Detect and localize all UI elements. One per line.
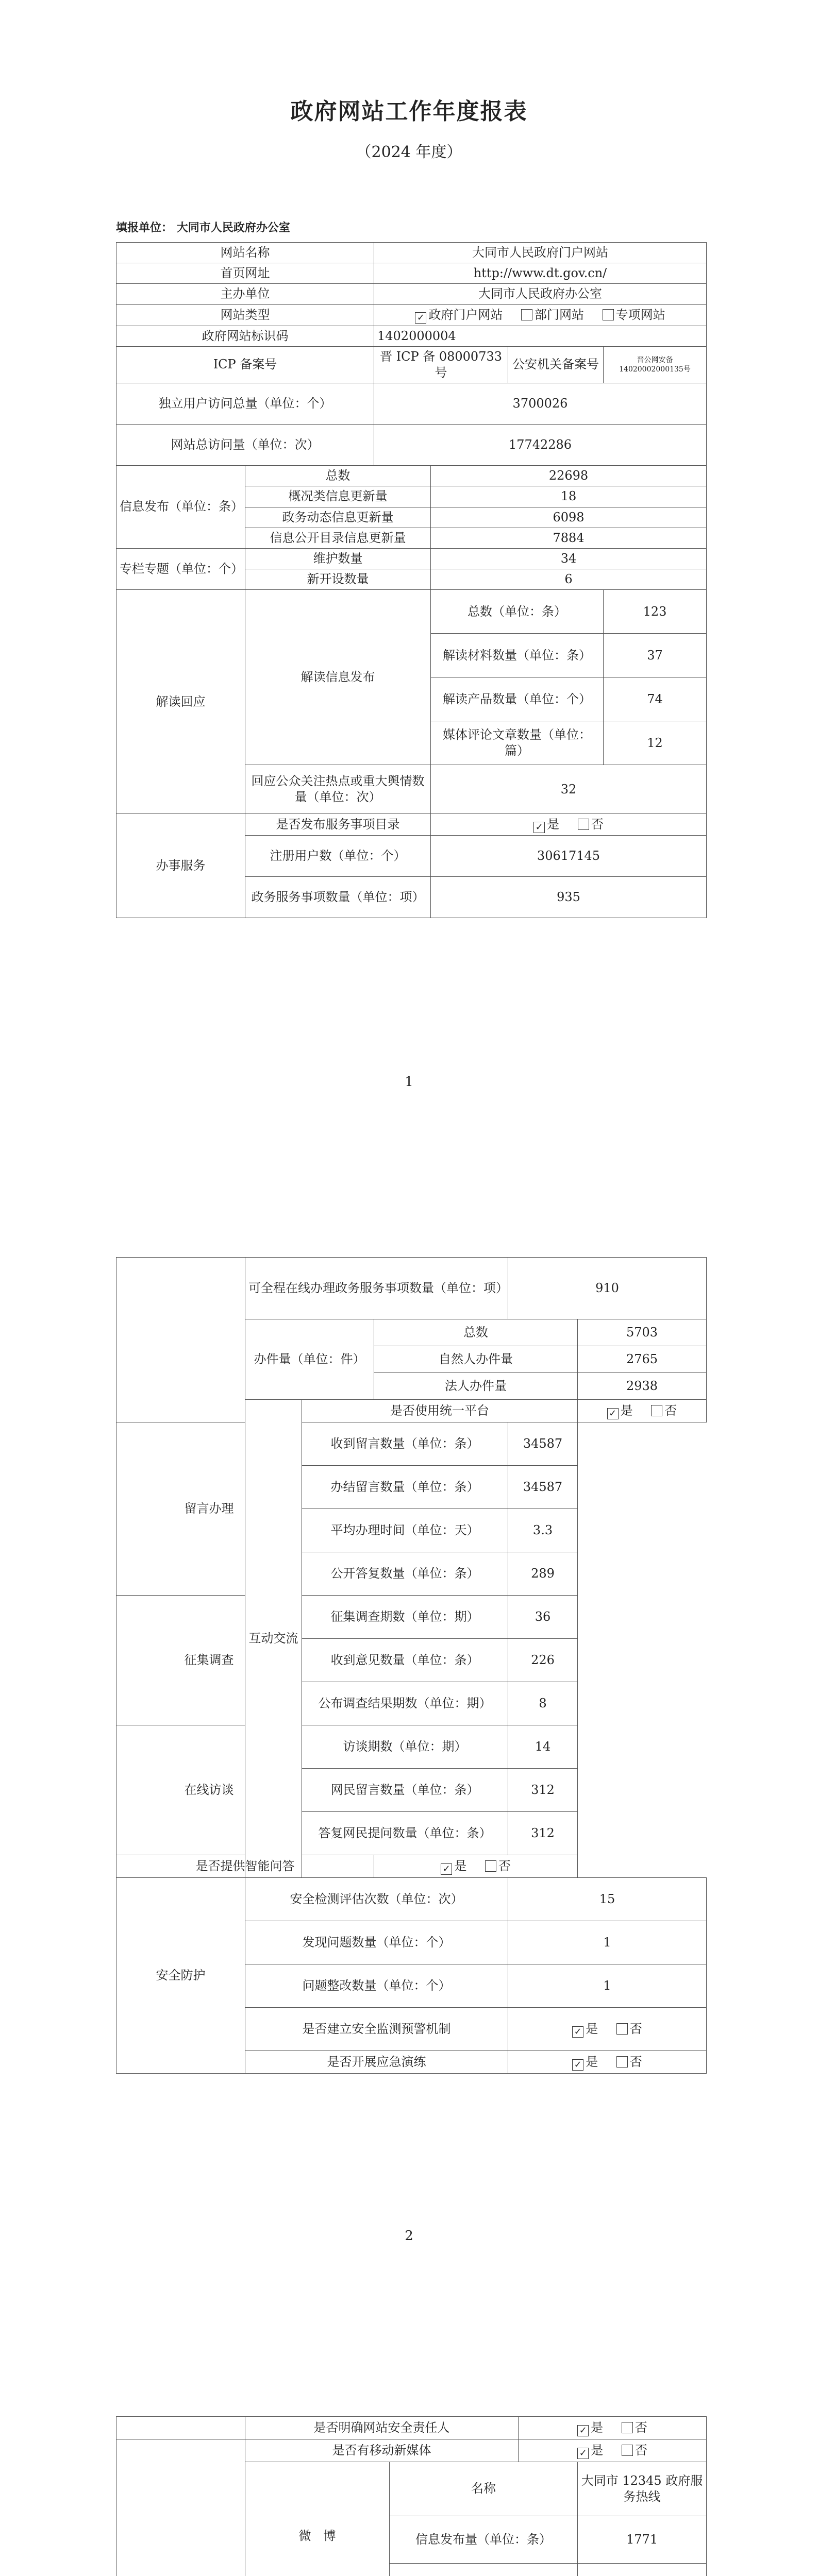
type-option-portal[interactable]: ✓ 政府门户网站: [415, 307, 503, 324]
report-table-page1: [116, 242, 707, 918]
service-online-label: 可全程在线办理政务服务事项数量（单位：项）: [245, 1258, 508, 1319]
unchecked-box-icon: [485, 1860, 496, 1872]
yes-option[interactable]: ✓ 是: [607, 1403, 633, 1419]
page-number-2: 2: [405, 2228, 413, 2244]
interpret-product-label: 解读产品数量（单位：个）: [431, 677, 604, 721]
media-label: [116, 2439, 245, 2576]
security-drill-label: 是否开展应急演练: [245, 2051, 508, 2074]
avg-time-label: 平均办理时间（单位：天）: [302, 1509, 508, 1552]
received-label: 收到留言数量（单位：条）: [302, 1422, 508, 1466]
volume-person: 2765: [578, 1346, 707, 1373]
filler-label: 填报单位：: [116, 221, 173, 234]
filler-value: 大同市人民政府办公室: [176, 221, 290, 234]
uv-label: 独立用户访问总量（单位：个）: [116, 383, 374, 425]
volume-total: 5703: [578, 1319, 707, 1346]
site-name: 大同市人民政府门户网站: [374, 243, 707, 263]
sponsor-label: 主办单位: [116, 284, 374, 304]
unchecked-box-icon: [603, 309, 614, 320]
weibo-follow: [578, 2564, 707, 2576]
security-owner-choice: [519, 2417, 707, 2439]
site-type-label: 网站类型: [116, 304, 374, 326]
site-code: 1402000004: [374, 326, 707, 346]
type-option-special[interactable]: 专项网站: [603, 307, 665, 323]
service-items-label: 政务服务事项数量（单位：项）: [245, 877, 431, 918]
no-option[interactable]: 否: [616, 2054, 642, 2070]
interpret-publish-label: 解读信息发布: [245, 590, 431, 765]
smart-qa-choice: [374, 1855, 578, 1878]
public-reply: 289: [508, 1552, 578, 1596]
column-maintain: 34: [431, 548, 707, 569]
interpret-media-label: 媒体评论文章数量（单位：篇）: [431, 721, 604, 765]
security-monitor-choice: [508, 2008, 707, 2051]
report-table-page2: [116, 1257, 707, 2074]
yes-option[interactable]: ✓ 是: [577, 2420, 603, 2436]
yes-option[interactable]: ✓ 是: [441, 1858, 466, 1875]
security-fixed: 1: [508, 1964, 707, 2008]
weibo-follow-label: [390, 2564, 578, 2576]
homepage-label: 首页网址: [116, 263, 374, 284]
interview-count: 14: [508, 1725, 578, 1769]
yes-option[interactable]: ✓ 是: [533, 817, 559, 833]
interaction-label: 互动交流: [245, 1400, 302, 1878]
report-title: 政府网站工作年度报表: [290, 98, 528, 125]
checked-box-icon: ✓: [572, 2059, 583, 2071]
interpret-material: 37: [604, 634, 707, 677]
icp-label: ICP 备案号: [116, 346, 374, 383]
results: 8: [508, 1682, 578, 1725]
opinions-label: 收到意见数量（单位：条）: [302, 1639, 508, 1682]
homepage: http://www.dt.gov.cn/: [374, 263, 707, 284]
media-has-choice: [519, 2439, 707, 2462]
checked-box-icon: ✓: [607, 1408, 619, 1419]
site-type-options: [374, 304, 707, 326]
interpret-product: 74: [604, 677, 707, 721]
answer: 312: [508, 1812, 578, 1855]
unchecked-box-icon: [651, 1405, 662, 1416]
info-total-label: 总数: [245, 466, 431, 486]
weibo-label: 微 博: [245, 2462, 390, 2576]
answer-label: 答复网民提问数量（单位：条）: [302, 1812, 508, 1855]
survey-label: 征集调查: [116, 1596, 302, 1725]
opinions: 226: [508, 1639, 578, 1682]
service-users: 30617145: [431, 836, 707, 877]
info-open-label: 信息公开目录信息更新量: [245, 528, 431, 548]
report-subtitle: （2024 年度）: [356, 143, 462, 161]
unified-platform-label: 是否使用统一平台: [302, 1400, 578, 1422]
weibo-name: 大同市 12345 政府服务热线: [578, 2462, 707, 2516]
police-label: 公安机关备案号: [508, 346, 604, 383]
security-check: 15: [508, 1878, 707, 1921]
column-new-label: 新开设数量: [245, 569, 431, 590]
weibo-pub-label: 信息发布量（单位：条）: [390, 2516, 578, 2564]
security-monitor-label: 是否建立安全监测预警机制: [245, 2008, 508, 2051]
unchecked-box-icon: [622, 2445, 633, 2456]
info-total: 22698: [431, 466, 707, 486]
column-new: 6: [431, 569, 707, 590]
info-overview: 18: [431, 486, 707, 507]
report-table-page3: [116, 2416, 707, 2576]
site-name-label: 网站名称: [116, 243, 374, 263]
checked-box-icon: ✓: [415, 312, 426, 324]
info-dynamic: 6098: [431, 507, 707, 528]
weibo-pub: 1771: [578, 2516, 707, 2564]
security-fixed-label: 问题整改数量（单位：个）: [245, 1964, 508, 2008]
service-directory-label: 是否发布服务事项目录: [245, 814, 431, 836]
type-option-department[interactable]: 部门网站: [521, 307, 584, 323]
icp-number: 晋 ICP 备 08000733 号: [374, 346, 508, 383]
smart-qa-label: 是否提供智能问答: [116, 1855, 374, 1878]
netizen-label: 网民留言数量（单位：条）: [302, 1769, 508, 1812]
security-found: 1: [508, 1921, 707, 1964]
volume-legal: 2938: [578, 1373, 707, 1400]
yes-option[interactable]: ✓ 是: [572, 2021, 598, 2038]
column-label: 专栏专题（单位：个）: [116, 548, 245, 589]
police-number: 晋公网安备14020002000135号: [604, 346, 707, 383]
security-owner-label: 是否明确网站安全责任人: [245, 2417, 519, 2439]
media-has-label: 是否有移动新媒体: [245, 2439, 519, 2462]
interpret-response: 32: [431, 765, 707, 814]
handled: 34587: [508, 1466, 578, 1509]
volume-person-label: 自然人办件量: [374, 1346, 578, 1373]
checked-box-icon: ✓: [577, 2448, 589, 2459]
interview-count-label: 访谈期数（单位：期）: [302, 1725, 508, 1769]
service-cont-label: [116, 1258, 245, 1422]
yes-option[interactable]: ✓ 是: [572, 2054, 598, 2071]
checked-box-icon: ✓: [577, 2425, 589, 2436]
service-volume-label: 办件量（单位：件）: [245, 1319, 374, 1400]
checked-box-icon: ✓: [572, 2026, 583, 2038]
volume-total-label: 总数: [374, 1319, 578, 1346]
weibo-name-label: 名称: [390, 2462, 578, 2516]
info-dynamic-label: 政务动态信息更新量: [245, 507, 431, 528]
service-online: 910: [508, 1258, 707, 1319]
handled-label: 办结留言数量（单位：条）: [302, 1466, 508, 1509]
uv-value: 3700026: [374, 383, 707, 425]
interview-label: 在线访谈: [116, 1725, 302, 1855]
checked-box-icon: ✓: [533, 822, 545, 833]
interpret-label: 解读回应: [116, 590, 245, 814]
unchecked-box-icon: [521, 309, 532, 320]
survey-count: 36: [508, 1596, 578, 1639]
volume-legal-label: 法人办件量: [374, 1373, 578, 1400]
sponsor: 大同市人民政府办公室: [374, 284, 707, 304]
pv-label: 网站总访问量（单位：次）: [116, 425, 374, 466]
results-label: 公布调查结果期数（单位：期）: [302, 1682, 508, 1725]
interpret-response-label: 回应公众关注热点或重大舆情数量（单位：次）: [245, 765, 431, 814]
security-cont-label: [116, 2417, 245, 2439]
no-option[interactable]: 否: [651, 1403, 677, 1419]
no-option[interactable]: 否: [578, 817, 604, 833]
info-overview-label: 概况类信息更新量: [245, 486, 431, 507]
checked-box-icon: ✓: [441, 1863, 452, 1875]
security-drill-choice: [508, 2051, 707, 2074]
site-code-label: 政府网站标识码: [116, 326, 374, 346]
page-number-1: 1: [405, 1074, 413, 1090]
info-publish-label: 信息发布（单位：条）: [116, 466, 245, 549]
column-maintain-label: 维护数量: [245, 548, 431, 569]
interpret-media: 12: [604, 721, 707, 765]
interpret-total-label: 总数（单位：条）: [431, 590, 604, 634]
no-option[interactable]: 否: [616, 2021, 642, 2037]
service-directory-choice: [431, 814, 707, 836]
unified-platform-choice: [578, 1400, 707, 1422]
security-found-label: 发现问题数量（单位：个）: [245, 1921, 508, 1964]
info-open: 7884: [431, 528, 707, 548]
message-handling-label: 留言办理: [116, 1422, 302, 1596]
service-users-label: 注册用户数（单位：个）: [245, 836, 431, 877]
survey-count-label: 征集调查期数（单位：期）: [302, 1596, 508, 1639]
security-check-label: 安全检测评估次数（单位：次）: [245, 1878, 508, 1921]
interpret-total: 123: [604, 590, 707, 634]
public-reply-label: 公开答复数量（单位：条）: [302, 1552, 508, 1596]
no-option[interactable]: 否: [622, 2420, 647, 2436]
no-option[interactable]: 否: [622, 2443, 647, 2459]
filler-unit: [116, 219, 290, 235]
unchecked-box-icon: [616, 2056, 628, 2067]
service-items: 935: [431, 877, 707, 918]
no-option[interactable]: 否: [485, 1858, 511, 1874]
received: 34587: [508, 1422, 578, 1466]
netizen: 312: [508, 1769, 578, 1812]
service-label: 办事服务: [116, 814, 245, 918]
unchecked-box-icon: [622, 2422, 633, 2433]
unchecked-box-icon: [578, 819, 589, 830]
avg-time: 3.3: [508, 1509, 578, 1552]
yes-option[interactable]: ✓ 是: [577, 2443, 603, 2459]
pv-value: 17742286: [374, 425, 707, 466]
unchecked-box-icon: [616, 2023, 628, 2035]
security-label: 安全防护: [116, 1878, 245, 2074]
interpret-material-label: 解读材料数量（单位：条）: [431, 634, 604, 677]
